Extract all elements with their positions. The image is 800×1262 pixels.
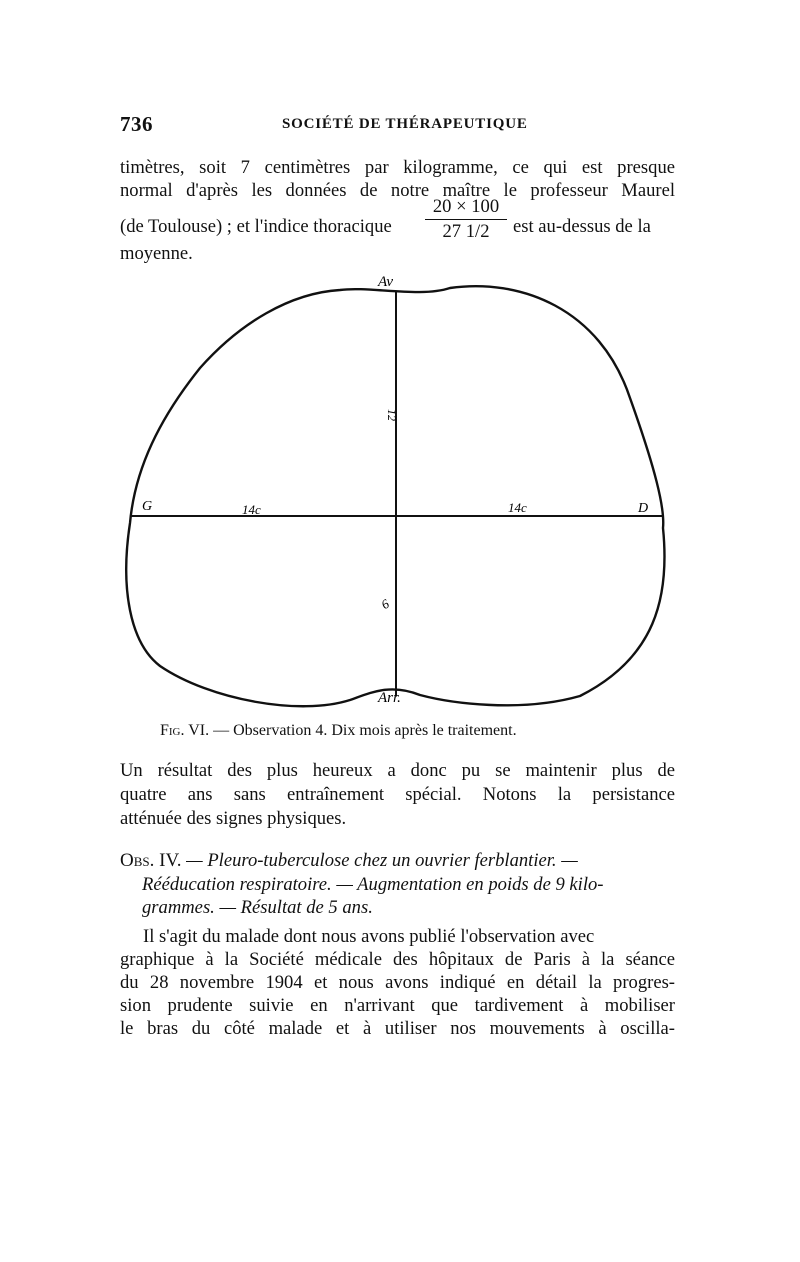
figure-number: Fig. VI. — [160, 722, 210, 739]
page-number: 736 — [120, 112, 153, 136]
text-line: du 28 novembre 1904 et nous avons indiqué en détail la progres- — [120, 972, 675, 993]
figure-caption — [160, 722, 660, 740]
label-arr: Arr. — [378, 690, 401, 706]
label-av: Av — [378, 274, 393, 290]
observation-title-line: Rééducation respiratoire. — Augmentation en poids de 9 kilo- — [142, 874, 604, 895]
text-line: quatre ans sans entraînement spécial. Notons la persistance — [120, 784, 675, 805]
observation-title-line: grammes. — Résultat de 5 ans. — [142, 897, 373, 918]
text-line: normal d'après les données de notre maître le professeur Maurel — [120, 180, 675, 201]
text-segment: est au-dessus de la — [513, 216, 651, 237]
measure-left: 14c — [242, 502, 261, 517]
observation-heading-line — [120, 850, 675, 872]
caption-text: — Observation 4. Dix mois après le traitement. — [213, 722, 517, 739]
text-line: graphique à la Société médicale des hôpitaux de Paris à la séance — [120, 949, 675, 970]
text-line: atténuée des signes physiques. — [120, 808, 347, 829]
fraction-bar — [425, 219, 507, 220]
label-d: D — [638, 501, 649, 516]
measure-bottom: 6 — [378, 595, 392, 613]
text-line: Il s'agit du malade dont nous avons publié l'observation avec — [143, 926, 595, 947]
fraction-line — [120, 196, 680, 248]
thorax-outline-drawing — [120, 268, 680, 718]
label-g: G — [142, 499, 153, 514]
observation-title: — Pleuro-tuberculose chez un ouvrier ferblantier. — — [186, 850, 578, 871]
text-line: le bras du côté malade et à utiliser nos mouvements à oscilla- — [120, 1018, 675, 1039]
text-line: sion prudente suivie en n'arrivant que tardivement à mobiliser — [120, 995, 675, 1016]
running-title: SOCIÉTÉ DE THÉRAPEUTIQUE — [282, 116, 528, 132]
text-line: Un résultat des plus heureux a donc pu se maintenir plus de — [120, 760, 675, 781]
fraction-numerator: 20 × 100 — [432, 196, 500, 217]
observation-number: Obs. IV. — [120, 850, 182, 871]
measure-right: 14c — [508, 500, 527, 515]
text-segment: (de Toulouse) ; et l'indice thoracique — [120, 216, 392, 237]
page-header — [120, 112, 680, 142]
text-line: moyenne. — [120, 243, 193, 264]
measure-top: 12 — [385, 409, 399, 421]
thoracic-index-fraction — [425, 196, 507, 243]
text-line: timètres, soit 7 centimètres par kilogramme, ce qui est presque — [120, 157, 675, 178]
thorax-diagram — [120, 268, 680, 718]
fraction-denominator: 27 1/2 — [442, 221, 490, 242]
